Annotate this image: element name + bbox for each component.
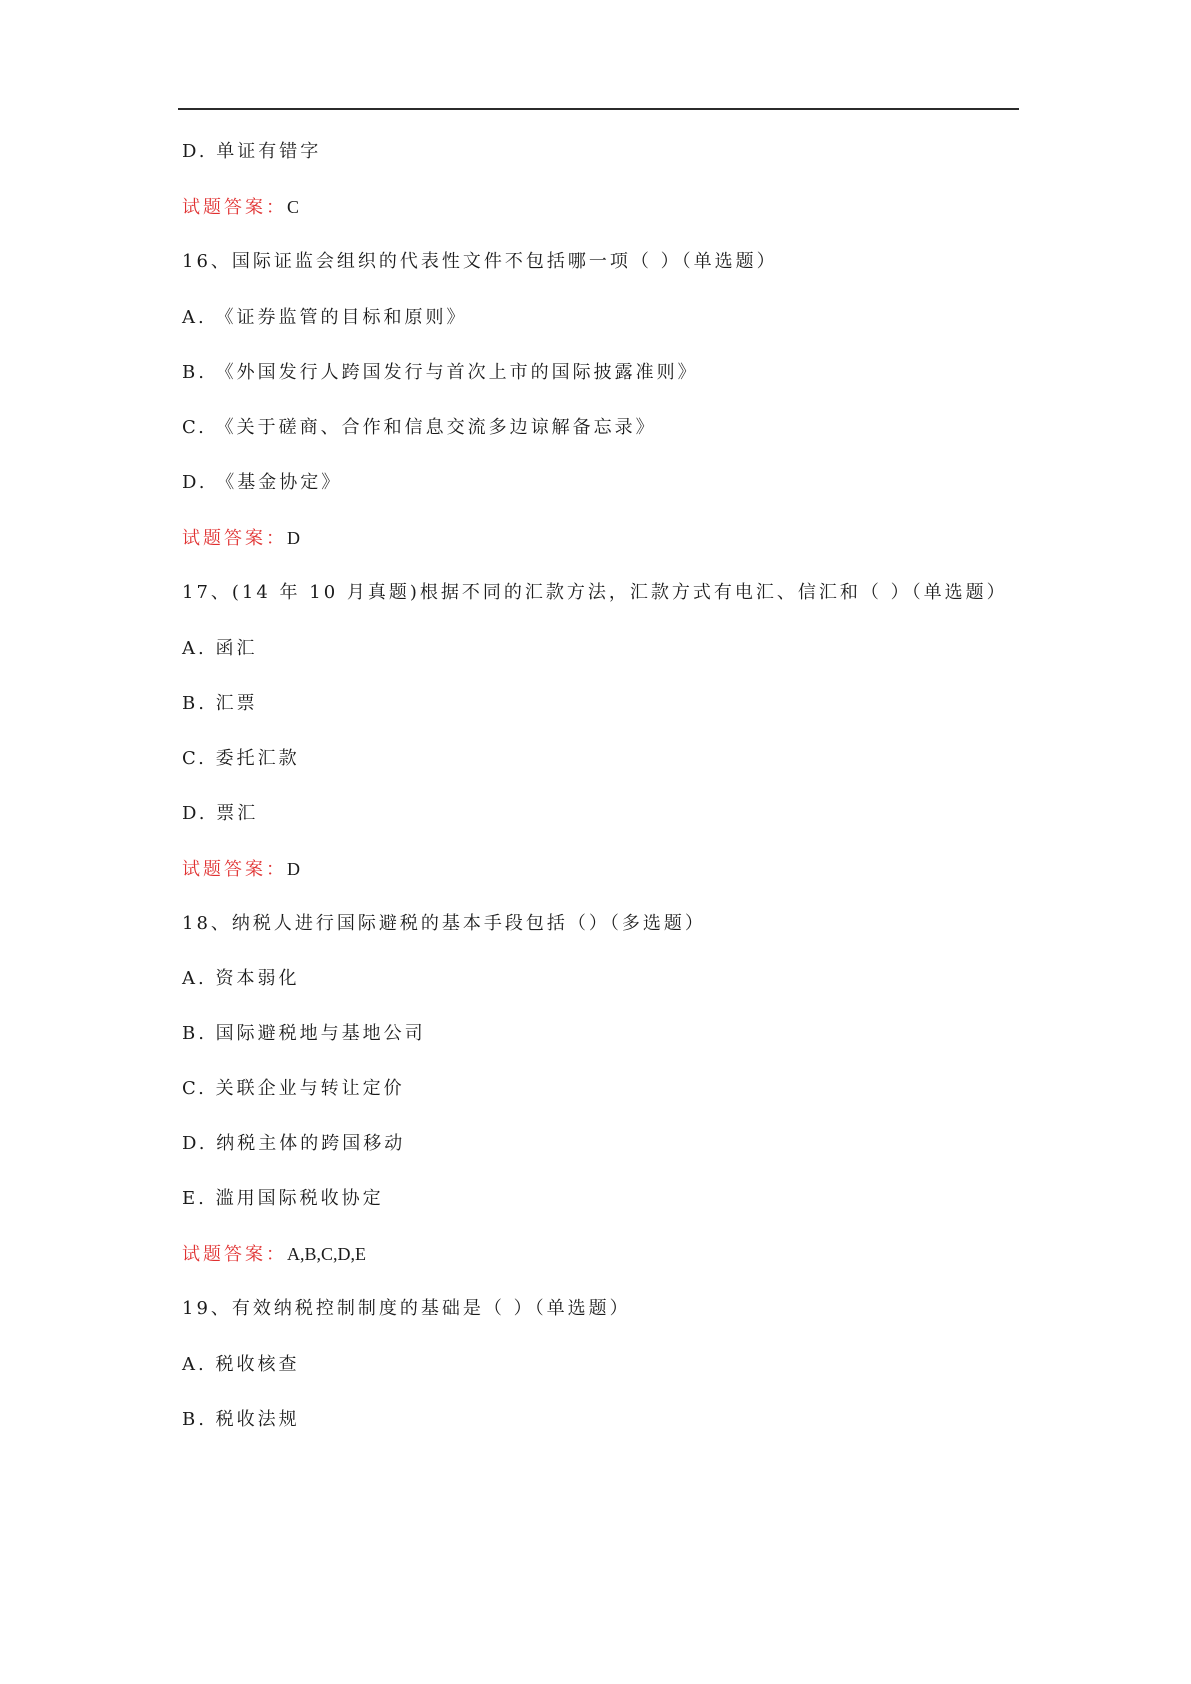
option-16-a: A. 《证券监管的目标和原则》 xyxy=(182,307,468,328)
answer-value: C xyxy=(287,197,300,217)
answer-value: D xyxy=(287,859,300,879)
option-18-d: D. 纳税主体的跨国移动 xyxy=(182,1133,406,1154)
option-17-d: D. 票汇 xyxy=(182,803,259,824)
option-19-b: B. 税收法规 xyxy=(182,1409,300,1430)
answer-label: 试题答案： xyxy=(182,859,287,880)
answer-16 xyxy=(182,526,300,551)
option-18-a: A. 资本弱化 xyxy=(182,968,300,989)
option-16-d: D. 《基金协定》 xyxy=(182,472,343,493)
option-18-e: E. 滥用国际税收协定 xyxy=(182,1188,384,1209)
option-19-a: A. 税收核查 xyxy=(182,1354,300,1375)
option-17-a: A. 函汇 xyxy=(182,638,258,659)
question-17: 17、(14 年 10 月真题)根据不同的汇款方法，汇款方式有电汇、信汇和（ ）（单选题） xyxy=(182,582,1008,603)
question-16: 16、国际证监会组织的代表性文件不包括哪一项（ ）（单选题） xyxy=(182,251,778,272)
option-17-b: B. 汇票 xyxy=(182,693,258,714)
answer-17 xyxy=(182,857,300,882)
question-18: 18、纳税人进行国际避税的基本手段包括（）（多选题） xyxy=(182,913,706,934)
answer-value: D xyxy=(287,528,300,548)
answer-value: A,B,C,D,E xyxy=(287,1244,367,1264)
header-rule xyxy=(178,108,1019,110)
option-16-c: C. 《关于磋商、合作和信息交流多边谅解备忘录》 xyxy=(182,417,657,438)
answer-18 xyxy=(182,1242,366,1267)
answer-label: 试题答案： xyxy=(182,528,287,549)
answer-label: 试题答案： xyxy=(182,1244,287,1265)
answer-15 xyxy=(182,195,299,220)
option-16-b: B. 《外国发行人跨国发行与首次上市的国际披露准则》 xyxy=(182,362,699,383)
option-17-c: C. 委托汇款 xyxy=(182,748,300,769)
option-15-d: D. 单证有错字 xyxy=(182,141,322,162)
option-18-c: C. 关联企业与转让定价 xyxy=(182,1078,405,1099)
answer-label: 试题答案： xyxy=(182,197,287,218)
question-19: 19、有效纳税控制制度的基础是（ ）（单选题） xyxy=(182,1298,631,1319)
option-18-b: B. 国际避税地与基地公司 xyxy=(182,1023,426,1044)
